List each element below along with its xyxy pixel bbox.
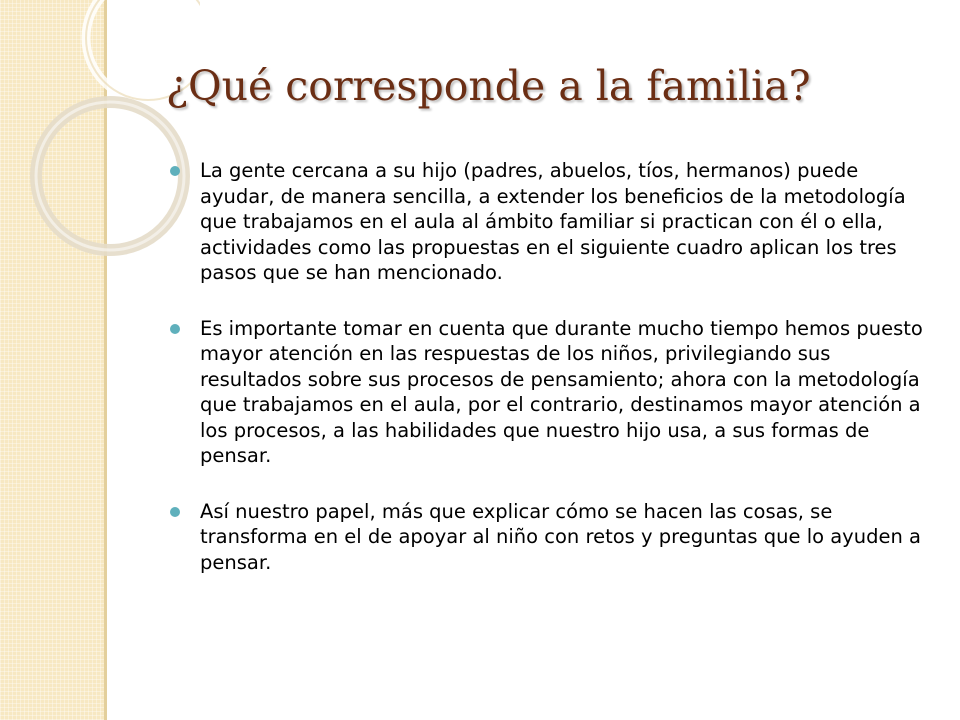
bullet-text: Así nuestro papel, más que explicar cómo se hacen las cosas, se transforma en el de apoyar al niño con retos y preguntas que lo ayuden a pensar. <box>200 499 921 574</box>
bullet-marker-icon <box>170 166 180 176</box>
bullet-marker-icon <box>170 507 180 517</box>
bullet-text: Es importante tomar en cuenta que durante mucho tiempo hemos puesto mayor atención en las respuestas de los niños, privilegiando sus resultados sobre sus procesos de pensamiento; ahora con la metodología que trabajamos en el aula, por el contrario, destinamos mayor atención a los procesos, a las habilidades que nuestro hijo usa, a sus formas de pensar. <box>200 316 923 467</box>
bullet-list <box>170 158 930 575</box>
bullet-marker-icon <box>170 324 180 334</box>
bullet-item <box>170 158 930 286</box>
slide-title: ¿Qué corresponde a la familia? <box>166 62 811 110</box>
bullet-text: La gente cercana a su hijo (padres, abuelos, tíos, hermanos) puede ayudar, de manera sencilla, a extender los beneficios de la metodología que trabajamos en el aula al ámbito familiar si practican con él o ella, actividades como las propuestas en el siguiente cuadro aplican los tres pasos que se han mencionado. <box>200 159 906 284</box>
bullet-item <box>170 499 930 576</box>
bullet-item <box>170 316 930 469</box>
